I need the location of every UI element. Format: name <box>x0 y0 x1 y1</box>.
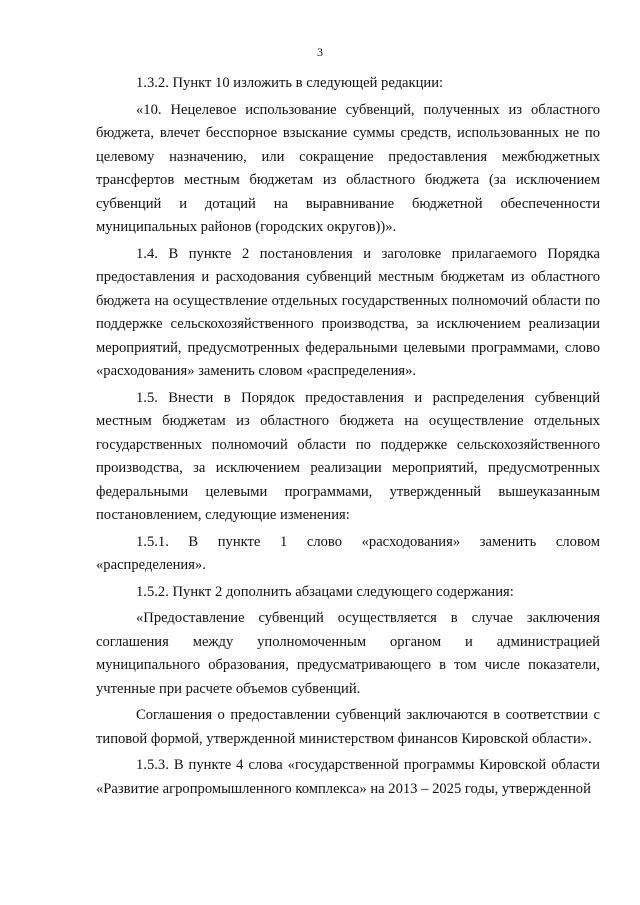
paragraph-quote-agreement: «Предоставление субвенций осуществляется в случае заключения соглашения между уполномоченным органом и администрацией муниципального образования, предусматривающего в том числе показатели, учтенные при расчете объемов субвенций. <box>96 610 600 697</box>
paragraph-quote-10: «10. Нецелевое использование субвенций, полученных из областного бюджета, влечет бесспорное взыскание суммы средств, использованных не по целевому назначению, или сокращение предоставления межбюджетных трансфертов местным бюджетам из областного бюджета (за исключением субвенций и дотаций на выравнивание бюджетной обеспеченности муниципальных районов (городских округов))». <box>96 101 600 235</box>
paragraph-1-5-2: 1.5.2. Пункт 2 дополнить абзацами следующего содержания: <box>136 583 514 600</box>
document-body <box>96 72 600 804</box>
paragraph-1-3-2: 1.3.2. Пункт 10 изложить в следующей редакции: <box>136 75 444 91</box>
paragraph-1-5-1: 1.5.1. В пункте 1 слово «расходования» заменить словом «распределения». <box>96 533 600 573</box>
paragraph-1-4: 1.4. В пункте 2 постановления и заголовке прилагаемого Порядка предоставления и расходования субвенций местным бюджетам из областного бюджета на осуществление отдельных государственных полномочий области по поддержке сельскохозяйственного производства, за исключением реализации мероприятий, предусмотренных федеральными целевыми программами, слово «расходования» заменить словом «распределения». <box>96 245 600 379</box>
paragraph-1-5: 1.5. Внести в Порядок предоставления и распределения субвенций местным бюджетам из областного бюджета на осуществление отдельных государственных полномочий области по поддержке сельскохозяйственного производства, за исключением реализации мероприятий, предусмотренных федеральными целевыми программами, утвержденный вышеуказанным постановлением, следующие изменения: <box>96 389 600 523</box>
paragraph-agreement-form: Соглашения о предоставлении субвенций заключаются в соответствии с типовой формой, утвержденной министерством финансов Кировской области». <box>96 707 600 747</box>
page-number: 3 <box>317 45 323 59</box>
paragraph-1-5-3: 1.5.3. В пункте 4 слова «государственной программы Кировской области «Развитие агропромышленного комплекса» на 2013 – 2025 годы, утвержденной <box>96 757 600 797</box>
